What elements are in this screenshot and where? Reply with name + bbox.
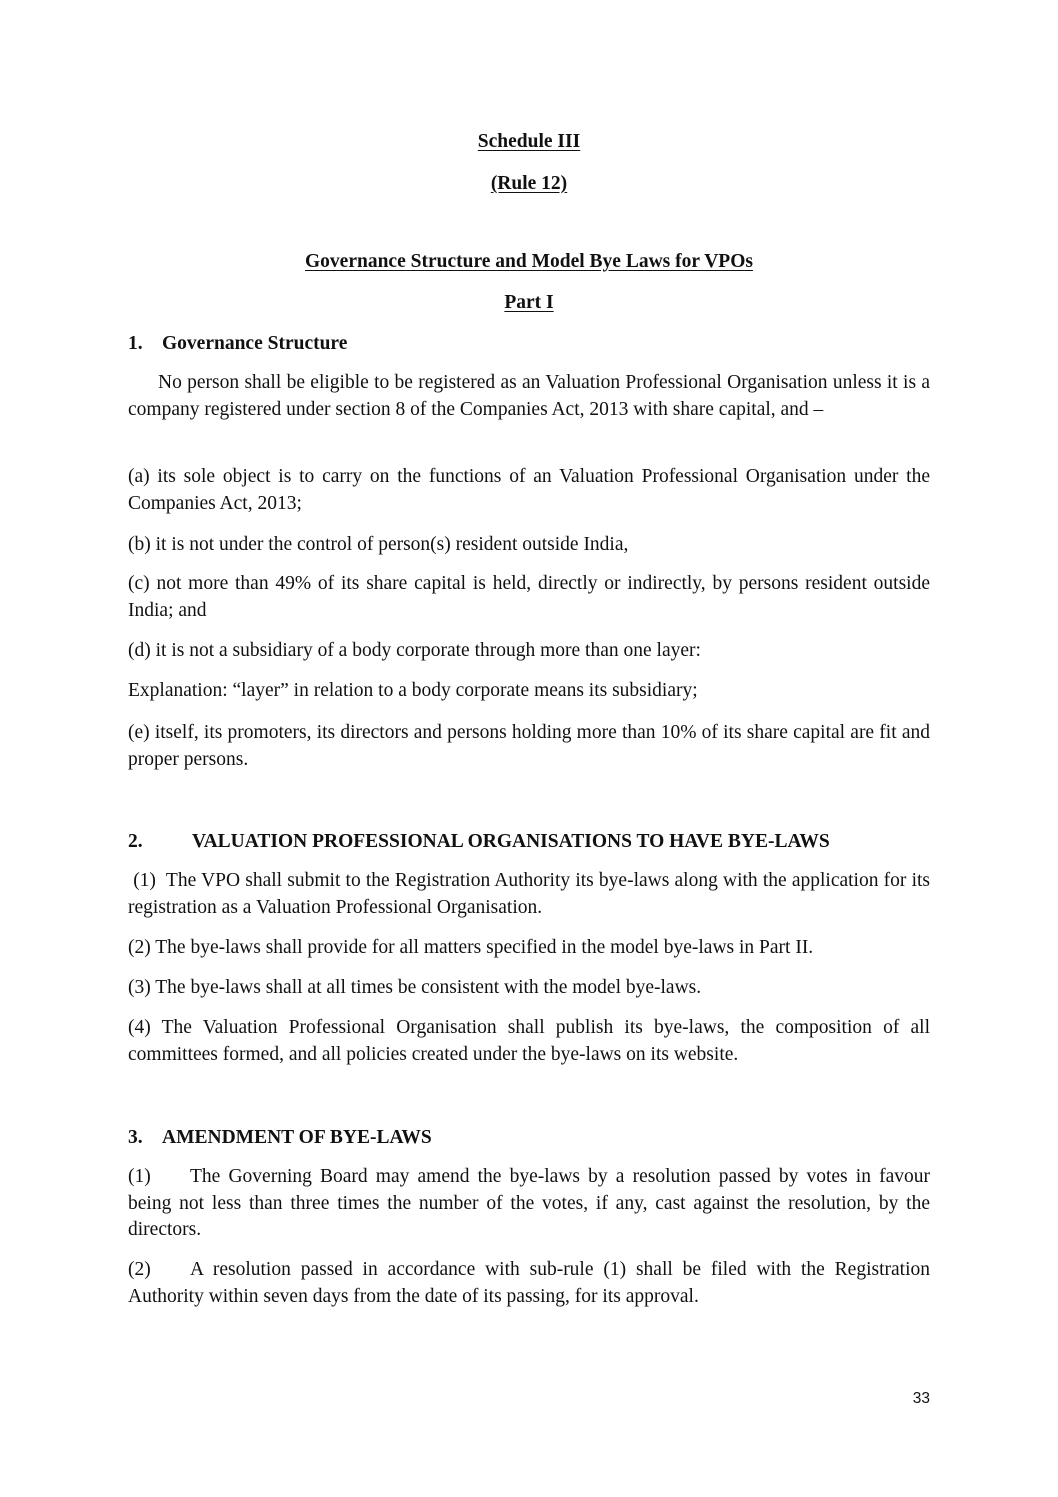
- clause-a: (a) its sole object is to carry on the functions of an Valuation Professional Organisation under the Companies Act, 2013;: [128, 466, 930, 514]
- clause-c: (c) not more than 49% of its share capital is held, directly or indirectly, by persons resident outside India; and: [128, 573, 930, 621]
- clause-b: (b) it is not under the control of person(s) resident outside India,: [128, 534, 629, 555]
- document-title: Governance Structure and Model Bye Laws for VPOs: [305, 251, 753, 272]
- section-heading-text: Governance Structure: [162, 333, 348, 354]
- clause-d: (d) it is not a subsidiary of a body corporate through more than one layer:: [128, 640, 701, 661]
- clause-e: (e) itself, its promoters, its directors and persons holding more than 10% of its share capital are fit and proper persons.: [128, 722, 930, 770]
- section-heading-text: AMENDMENT OF BYE-LAWS: [162, 1127, 432, 1148]
- sub-rule-2: (2) The bye-laws shall provide for all matters specified in the model bye-laws in Part II.: [128, 937, 814, 958]
- section-number: 2.: [128, 831, 143, 852]
- section-number: 1.: [128, 333, 143, 354]
- clause-label: (2): [128, 1259, 151, 1280]
- section-1-intro: No person shall be eligible to be registered as an Valuation Professional Organisation unless it is a company registered under section 8 of the Companies Act, 2013 with share capital, and –: [128, 372, 930, 420]
- sub-rule-3: (3) The bye-laws shall at all times be consistent with the model bye-laws.: [128, 977, 702, 998]
- clause-text: The Governing Board may amend the bye-laws by a resolution passed by votes in favour being not less than three times the number of the votes, if any, cast against the resolution, by the directors.: [128, 1166, 930, 1240]
- clause-label: (1): [128, 1166, 151, 1187]
- rule-reference: (Rule 12): [490, 173, 568, 194]
- sub-rule-1: (1) The VPO shall submit to the Registration Authority its bye-laws along with the application for its registration as a Valuation Professional Organisation.: [128, 870, 935, 918]
- schedule-title: Schedule III: [477, 131, 581, 152]
- clause-text: A resolution passed in accordance with sub-rule (1) shall be filed with the Registration Authority within seven days from the date of its passing, for its approval.: [128, 1259, 930, 1307]
- explanation: Explanation: “layer” in relation to a body corporate means its subsidiary;: [128, 680, 698, 701]
- section-heading-text: VALUATION PROFESSIONAL ORGANISATIONS TO HAVE BYE-LAWS: [192, 831, 830, 852]
- section-number: 3.: [128, 1127, 143, 1148]
- section-3-heading: [128, 1126, 930, 1150]
- amendment-clause-1: [128, 1164, 930, 1244]
- section-2-heading: [128, 830, 930, 854]
- page-number: 33: [912, 1390, 930, 1407]
- section-1-heading: [128, 332, 930, 356]
- amendment-clause-2: [128, 1257, 930, 1310]
- sub-rule-4: (4) The Valuation Professional Organisation shall publish its bye-laws, the composition of all committees formed, and all policies created under the bye-laws on its website.: [128, 1017, 930, 1065]
- part-title: Part I: [504, 292, 554, 313]
